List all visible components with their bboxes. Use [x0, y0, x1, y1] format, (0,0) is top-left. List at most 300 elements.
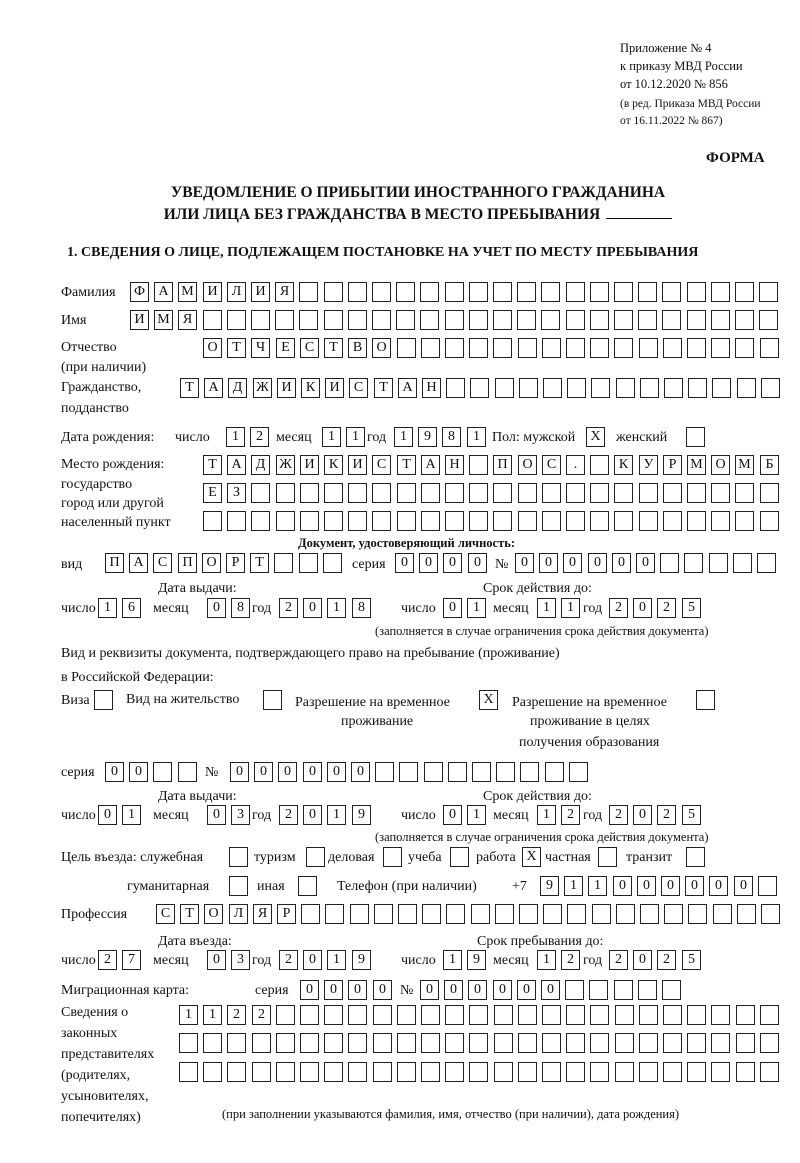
- char-box[interactable]: [760, 511, 779, 531]
- char-box[interactable]: [153, 762, 172, 782]
- char-box[interactable]: 7: [122, 950, 141, 970]
- char-box[interactable]: Т: [397, 455, 416, 475]
- char-box[interactable]: [324, 282, 343, 302]
- char-box[interactable]: [662, 980, 681, 1000]
- char-box[interactable]: 1: [467, 805, 486, 825]
- char-box[interactable]: [471, 904, 490, 924]
- char-box[interactable]: 0: [303, 950, 322, 970]
- char-box[interactable]: [421, 511, 440, 531]
- char-box[interactable]: Д: [251, 455, 270, 475]
- char-box[interactable]: [688, 378, 707, 398]
- char-box[interactable]: 2: [279, 598, 298, 618]
- char-box[interactable]: 1: [537, 950, 556, 970]
- char-box[interactable]: [590, 455, 609, 475]
- char-box[interactable]: 1: [564, 876, 583, 896]
- char-box[interactable]: 0: [105, 762, 124, 782]
- char-box[interactable]: 0: [633, 805, 652, 825]
- char-box[interactable]: [399, 762, 418, 782]
- char-box[interactable]: 0: [633, 950, 652, 970]
- char-box[interactable]: [639, 1005, 658, 1025]
- char-box[interactable]: [565, 980, 584, 1000]
- char-box[interactable]: [421, 483, 440, 503]
- char-box[interactable]: [446, 904, 465, 924]
- char-box[interactable]: 2: [252, 1005, 271, 1025]
- char-box[interactable]: [590, 310, 609, 330]
- checkbox[interactable]: X: [522, 847, 541, 867]
- char-box[interactable]: 9: [467, 950, 486, 970]
- char-box[interactable]: [567, 378, 586, 398]
- char-box[interactable]: 0: [207, 950, 226, 970]
- char-box[interactable]: 0: [636, 553, 655, 573]
- char-box[interactable]: Ж: [253, 378, 272, 398]
- char-box[interactable]: К: [614, 455, 633, 475]
- char-box[interactable]: [709, 553, 728, 573]
- char-box[interactable]: [519, 378, 538, 398]
- char-box[interactable]: [276, 1005, 295, 1025]
- char-box[interactable]: Я: [178, 310, 197, 330]
- char-box[interactable]: [687, 1062, 706, 1082]
- char-box[interactable]: [445, 310, 464, 330]
- char-box[interactable]: 0: [230, 762, 249, 782]
- char-box[interactable]: 8: [442, 427, 461, 447]
- char-box[interactable]: [445, 483, 464, 503]
- char-box[interactable]: 0: [303, 805, 322, 825]
- char-box[interactable]: С: [153, 553, 172, 573]
- char-box[interactable]: [542, 483, 561, 503]
- char-box[interactable]: 5: [682, 950, 701, 970]
- char-box[interactable]: [396, 282, 415, 302]
- char-box[interactable]: О: [204, 904, 223, 924]
- char-box[interactable]: [421, 1062, 440, 1082]
- char-box[interactable]: Р: [277, 904, 296, 924]
- char-box[interactable]: [711, 282, 730, 302]
- char-box[interactable]: И: [277, 378, 296, 398]
- char-box[interactable]: [545, 762, 564, 782]
- char-box[interactable]: [542, 338, 561, 358]
- char-box[interactable]: [495, 904, 514, 924]
- char-box[interactable]: [590, 1005, 609, 1025]
- char-box[interactable]: 0: [327, 762, 346, 782]
- char-box[interactable]: [639, 511, 658, 531]
- char-box[interactable]: [736, 1033, 755, 1053]
- char-box[interactable]: [519, 904, 538, 924]
- char-box[interactable]: 1: [226, 427, 245, 447]
- char-box[interactable]: [760, 1033, 779, 1053]
- char-box[interactable]: С: [156, 904, 175, 924]
- char-box[interactable]: 0: [395, 553, 414, 573]
- char-box[interactable]: [300, 1005, 319, 1025]
- char-box[interactable]: [616, 378, 635, 398]
- char-box[interactable]: [348, 1005, 367, 1025]
- char-box[interactable]: С: [542, 455, 561, 475]
- char-box[interactable]: И: [130, 310, 149, 330]
- char-box[interactable]: [541, 310, 560, 330]
- char-box[interactable]: 2: [657, 805, 676, 825]
- char-box[interactable]: [424, 762, 443, 782]
- char-box[interactable]: [590, 483, 609, 503]
- char-box[interactable]: [301, 904, 320, 924]
- char-box[interactable]: 2: [561, 805, 580, 825]
- char-box[interactable]: 1: [179, 1005, 198, 1025]
- char-box[interactable]: [517, 310, 536, 330]
- char-box[interactable]: [518, 1005, 537, 1025]
- char-box[interactable]: [252, 1062, 271, 1082]
- char-box[interactable]: [469, 338, 488, 358]
- checkbox[interactable]: [229, 876, 248, 896]
- char-box[interactable]: [518, 1033, 537, 1053]
- checkbox[interactable]: [686, 847, 705, 867]
- char-box[interactable]: 2: [609, 598, 628, 618]
- char-box[interactable]: Е: [203, 483, 222, 503]
- char-box[interactable]: [495, 378, 514, 398]
- char-box[interactable]: [639, 338, 658, 358]
- char-box[interactable]: [638, 310, 657, 330]
- char-box[interactable]: 2: [98, 950, 117, 970]
- char-box[interactable]: И: [300, 455, 319, 475]
- char-box[interactable]: А: [154, 282, 173, 302]
- char-box[interactable]: [517, 282, 536, 302]
- char-box[interactable]: [251, 483, 270, 503]
- char-box[interactable]: 0: [734, 876, 753, 896]
- char-box[interactable]: [469, 511, 488, 531]
- char-box[interactable]: [252, 1033, 271, 1053]
- char-box[interactable]: П: [493, 455, 512, 475]
- checkbox[interactable]: [450, 847, 469, 867]
- char-box[interactable]: [300, 511, 319, 531]
- char-box[interactable]: [518, 511, 537, 531]
- char-box[interactable]: 1: [346, 427, 365, 447]
- char-box[interactable]: [348, 1062, 367, 1082]
- char-box[interactable]: [733, 553, 752, 573]
- char-box[interactable]: 0: [612, 553, 631, 573]
- char-box[interactable]: [445, 1033, 464, 1053]
- char-box[interactable]: [662, 282, 681, 302]
- char-box[interactable]: [324, 1062, 343, 1082]
- char-box[interactable]: Л: [229, 904, 248, 924]
- char-box[interactable]: 0: [324, 980, 343, 1000]
- char-box[interactable]: Т: [250, 553, 269, 573]
- char-box[interactable]: [735, 282, 754, 302]
- char-box[interactable]: .: [566, 455, 585, 475]
- char-box[interactable]: 0: [443, 553, 462, 573]
- char-box[interactable]: С: [372, 455, 391, 475]
- char-box[interactable]: [469, 1062, 488, 1082]
- char-box[interactable]: [348, 511, 367, 531]
- char-box[interactable]: [615, 1062, 634, 1082]
- char-box[interactable]: [374, 904, 393, 924]
- char-box[interactable]: [687, 338, 706, 358]
- char-box[interactable]: [711, 338, 730, 358]
- char-box[interactable]: [348, 1033, 367, 1053]
- char-box[interactable]: [591, 378, 610, 398]
- checkbox[interactable]: [229, 847, 248, 867]
- char-box[interactable]: 9: [352, 805, 371, 825]
- char-box[interactable]: [300, 483, 319, 503]
- char-box[interactable]: Е: [276, 338, 295, 358]
- char-box[interactable]: [541, 282, 560, 302]
- char-box[interactable]: 1: [203, 1005, 222, 1025]
- char-box[interactable]: [761, 378, 780, 398]
- char-box[interactable]: 0: [207, 598, 226, 618]
- char-box[interactable]: [300, 1062, 319, 1082]
- char-box[interactable]: 1: [467, 427, 486, 447]
- char-box[interactable]: [566, 282, 585, 302]
- char-box[interactable]: 0: [468, 553, 487, 573]
- char-box[interactable]: Р: [663, 455, 682, 475]
- char-box[interactable]: [735, 338, 754, 358]
- char-box[interactable]: [542, 1062, 561, 1082]
- char-box[interactable]: [421, 1033, 440, 1053]
- char-box[interactable]: 3: [231, 950, 250, 970]
- char-box[interactable]: [323, 553, 342, 573]
- char-box[interactable]: 0: [637, 876, 656, 896]
- char-box[interactable]: [494, 1062, 513, 1082]
- char-box[interactable]: [348, 282, 367, 302]
- char-box[interactable]: [348, 310, 367, 330]
- char-box[interactable]: [203, 1062, 222, 1082]
- char-box[interactable]: [179, 1062, 198, 1082]
- char-box[interactable]: Я: [275, 282, 294, 302]
- char-box[interactable]: [590, 1033, 609, 1053]
- char-box[interactable]: [373, 1005, 392, 1025]
- char-box[interactable]: [518, 338, 537, 358]
- char-box[interactable]: [324, 1005, 343, 1025]
- char-box[interactable]: [421, 1005, 440, 1025]
- char-box[interactable]: 0: [207, 805, 226, 825]
- char-box[interactable]: И: [203, 282, 222, 302]
- char-box[interactable]: [663, 1062, 682, 1082]
- char-box[interactable]: О: [518, 455, 537, 475]
- char-box[interactable]: [445, 338, 464, 358]
- char-box[interactable]: [759, 282, 778, 302]
- char-box[interactable]: [324, 1033, 343, 1053]
- char-box[interactable]: [736, 1062, 755, 1082]
- char-box[interactable]: 0: [254, 762, 273, 782]
- char-box[interactable]: И: [251, 282, 270, 302]
- char-box[interactable]: [592, 904, 611, 924]
- char-box[interactable]: [590, 511, 609, 531]
- char-box[interactable]: П: [178, 553, 197, 573]
- char-box[interactable]: 8: [352, 598, 371, 618]
- char-box[interactable]: 1: [467, 598, 486, 618]
- char-box[interactable]: Л: [227, 282, 246, 302]
- char-box[interactable]: [566, 310, 585, 330]
- char-box[interactable]: [299, 282, 318, 302]
- char-box[interactable]: 0: [419, 553, 438, 573]
- char-box[interactable]: [640, 904, 659, 924]
- char-box[interactable]: 0: [515, 553, 534, 573]
- char-box[interactable]: [251, 310, 270, 330]
- char-box[interactable]: [760, 483, 779, 503]
- char-box[interactable]: Н: [445, 455, 464, 475]
- char-box[interactable]: 5: [682, 805, 701, 825]
- char-box[interactable]: [760, 338, 779, 358]
- char-box[interactable]: [372, 282, 391, 302]
- char-box[interactable]: [542, 511, 561, 531]
- char-box[interactable]: [663, 1033, 682, 1053]
- char-box[interactable]: О: [711, 455, 730, 475]
- char-box[interactable]: М: [154, 310, 173, 330]
- char-box[interactable]: М: [178, 282, 197, 302]
- char-box[interactable]: [737, 904, 756, 924]
- char-box[interactable]: [758, 876, 777, 896]
- checkbox[interactable]: [686, 427, 705, 447]
- char-box[interactable]: [614, 511, 633, 531]
- char-box[interactable]: [276, 1033, 295, 1053]
- char-box[interactable]: [324, 483, 343, 503]
- char-box[interactable]: [615, 1005, 634, 1025]
- char-box[interactable]: 6: [122, 598, 141, 618]
- char-box[interactable]: 0: [539, 553, 558, 573]
- char-box[interactable]: И: [348, 455, 367, 475]
- char-box[interactable]: [614, 310, 633, 330]
- char-box[interactable]: [227, 1062, 246, 1082]
- char-box[interactable]: С: [349, 378, 368, 398]
- char-box[interactable]: 0: [351, 762, 370, 782]
- char-box[interactable]: О: [372, 338, 391, 358]
- char-box[interactable]: [711, 310, 730, 330]
- char-box[interactable]: В: [348, 338, 367, 358]
- char-box[interactable]: 0: [443, 598, 462, 618]
- char-box[interactable]: [397, 1005, 416, 1025]
- char-box[interactable]: [542, 1005, 561, 1025]
- char-box[interactable]: 1: [98, 598, 117, 618]
- char-box[interactable]: [566, 483, 585, 503]
- char-box[interactable]: [543, 378, 562, 398]
- char-box[interactable]: [687, 1033, 706, 1053]
- char-box[interactable]: А: [421, 455, 440, 475]
- char-box[interactable]: [736, 1005, 755, 1025]
- char-box[interactable]: 2: [561, 950, 580, 970]
- char-box[interactable]: К: [324, 455, 343, 475]
- checkbox[interactable]: [696, 690, 715, 710]
- char-box[interactable]: [640, 378, 659, 398]
- char-box[interactable]: [663, 338, 682, 358]
- char-box[interactable]: [324, 511, 343, 531]
- char-box[interactable]: 0: [517, 980, 536, 1000]
- char-box[interactable]: [397, 483, 416, 503]
- char-box[interactable]: [735, 483, 754, 503]
- char-box[interactable]: [616, 904, 635, 924]
- char-box[interactable]: Н: [422, 378, 441, 398]
- char-box[interactable]: 0: [588, 553, 607, 573]
- char-box[interactable]: [373, 1033, 392, 1053]
- char-box[interactable]: 0: [661, 876, 680, 896]
- char-box[interactable]: [373, 1062, 392, 1082]
- checkbox[interactable]: X: [586, 427, 605, 447]
- char-box[interactable]: [276, 1062, 295, 1082]
- char-box[interactable]: [227, 511, 246, 531]
- char-box[interactable]: 0: [98, 805, 117, 825]
- char-box[interactable]: [664, 904, 683, 924]
- char-box[interactable]: [396, 310, 415, 330]
- char-box[interactable]: 8: [231, 598, 250, 618]
- char-box[interactable]: [445, 1005, 464, 1025]
- char-box[interactable]: [614, 483, 633, 503]
- char-box[interactable]: 2: [279, 805, 298, 825]
- char-box[interactable]: [372, 310, 391, 330]
- char-box[interactable]: [494, 1033, 513, 1053]
- char-box[interactable]: 9: [352, 950, 371, 970]
- char-box[interactable]: [711, 483, 730, 503]
- char-box[interactable]: [660, 553, 679, 573]
- char-box[interactable]: 0: [563, 553, 582, 573]
- char-box[interactable]: 0: [303, 598, 322, 618]
- char-box[interactable]: [275, 310, 294, 330]
- char-box[interactable]: [639, 483, 658, 503]
- char-box[interactable]: 3: [231, 805, 250, 825]
- char-box[interactable]: [397, 1062, 416, 1082]
- char-box[interactable]: С: [300, 338, 319, 358]
- char-box[interactable]: 1: [443, 950, 462, 970]
- char-box[interactable]: [493, 282, 512, 302]
- char-box[interactable]: [663, 483, 682, 503]
- char-box[interactable]: [446, 378, 465, 398]
- char-box[interactable]: [470, 378, 489, 398]
- char-box[interactable]: 0: [300, 980, 319, 1000]
- char-box[interactable]: 0: [493, 980, 512, 1000]
- char-box[interactable]: [445, 511, 464, 531]
- char-box[interactable]: [760, 1062, 779, 1082]
- char-box[interactable]: [614, 282, 633, 302]
- char-box[interactable]: [688, 904, 707, 924]
- char-box[interactable]: 1: [322, 427, 341, 447]
- char-box[interactable]: [543, 904, 562, 924]
- char-box[interactable]: Т: [324, 338, 343, 358]
- char-box[interactable]: [566, 1033, 585, 1053]
- char-box[interactable]: [687, 483, 706, 503]
- char-box[interactable]: У: [639, 455, 658, 475]
- char-box[interactable]: [687, 282, 706, 302]
- char-box[interactable]: А: [204, 378, 223, 398]
- char-box[interactable]: [566, 338, 585, 358]
- char-box[interactable]: 0: [443, 805, 462, 825]
- char-box[interactable]: [520, 762, 539, 782]
- char-box[interactable]: 2: [250, 427, 269, 447]
- char-box[interactable]: [251, 511, 270, 531]
- char-box[interactable]: [711, 1033, 730, 1053]
- char-box[interactable]: [615, 1033, 634, 1053]
- char-box[interactable]: 0: [129, 762, 148, 782]
- char-box[interactable]: А: [398, 378, 417, 398]
- char-box[interactable]: [735, 310, 754, 330]
- checkbox[interactable]: [94, 690, 113, 710]
- char-box[interactable]: Т: [374, 378, 393, 398]
- checkbox[interactable]: [298, 876, 317, 896]
- char-box[interactable]: [566, 1062, 585, 1082]
- char-box[interactable]: М: [687, 455, 706, 475]
- char-box[interactable]: О: [202, 553, 221, 573]
- char-box[interactable]: [614, 338, 633, 358]
- checkbox[interactable]: X: [479, 690, 498, 710]
- char-box[interactable]: [662, 310, 681, 330]
- char-box[interactable]: [372, 511, 391, 531]
- char-box[interactable]: Т: [227, 338, 246, 358]
- char-box[interactable]: [493, 310, 512, 330]
- char-box[interactable]: Я: [253, 904, 272, 924]
- char-box[interactable]: [397, 1033, 416, 1053]
- char-box[interactable]: 9: [540, 876, 559, 896]
- char-box[interactable]: И: [325, 378, 344, 398]
- char-box[interactable]: [493, 511, 512, 531]
- char-box[interactable]: 0: [444, 980, 463, 1000]
- char-box[interactable]: [420, 282, 439, 302]
- char-box[interactable]: [735, 511, 754, 531]
- char-box[interactable]: 2: [657, 950, 676, 970]
- char-box[interactable]: [569, 762, 588, 782]
- char-box[interactable]: [372, 483, 391, 503]
- checkbox[interactable]: [263, 690, 282, 710]
